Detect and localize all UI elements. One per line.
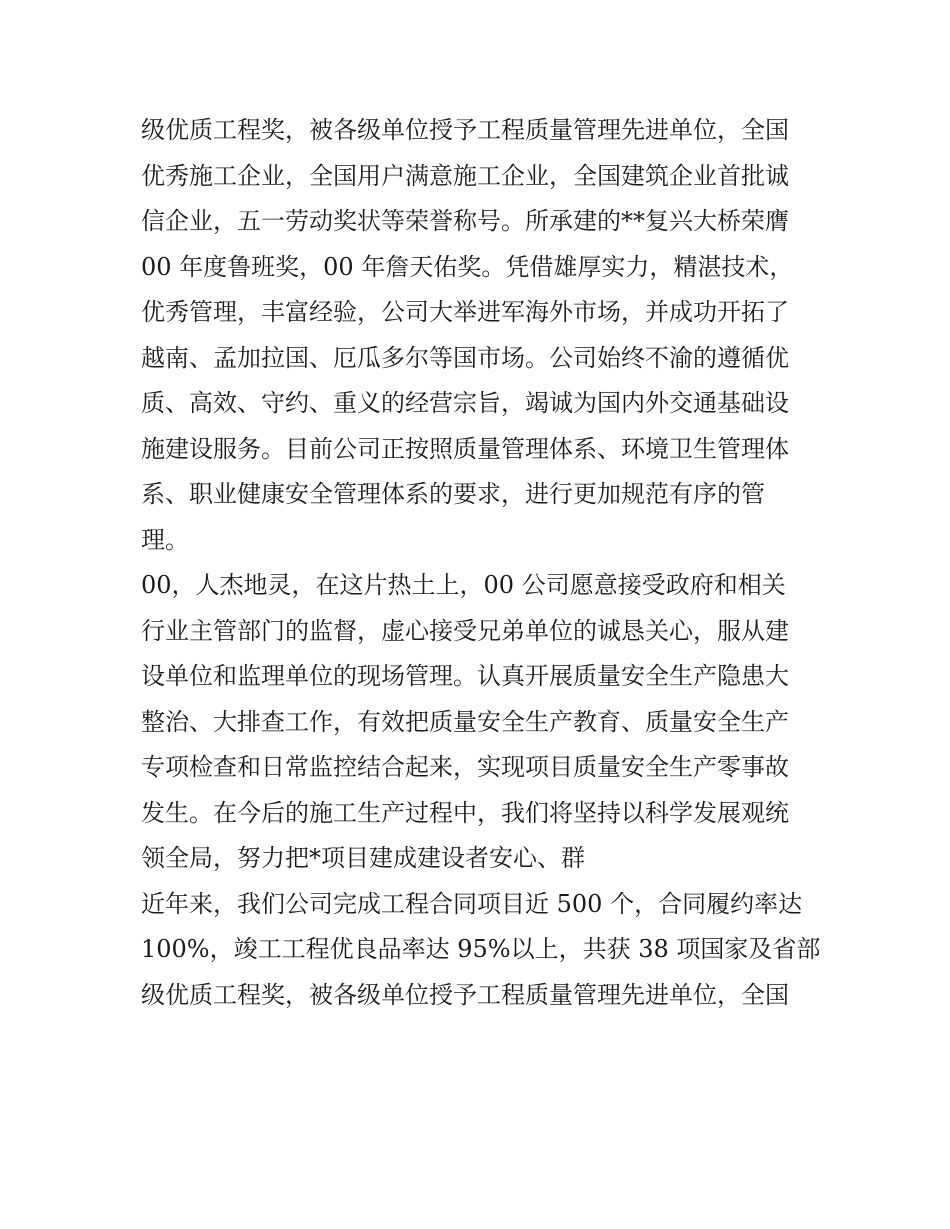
document-body <box>141 108 821 1018</box>
text-line: 发生。在今后的施工生产过程中，我们将坚持以科学发展观统 <box>141 798 789 827</box>
text-line: 系、职业健康安全管理体系的要求，进行更加规范有序的管 <box>141 480 765 508</box>
text-line: 近年来，我们公司完成工程合同项目近 500 个，合同履约率达 <box>141 889 803 918</box>
text-line: 100%，竣工工程优良品率达 95%以上，共获 38 项国家及省部 <box>141 935 821 963</box>
text-line: 领全局，努力把*项目建成建设者安心、群 <box>141 844 585 872</box>
text-line: 整治、大排查工作，有效把质量安全生产教育、质量安全生产 <box>141 707 789 736</box>
text-line: 理。 <box>141 525 189 554</box>
text-line: 质、高效、守约、重义的经营宗旨，竭诚为国内外交通基础设 <box>141 389 789 417</box>
text-line: 优秀施工企业，全国用户满意施工企业，全国建筑企业首批诚 <box>141 161 789 190</box>
text-line: 设单位和监理单位的现场管理。认真开展质量安全生产隐患大 <box>141 662 789 690</box>
text-line: 00 年度鲁班奖，00 年詹天佑奖。凭借雄厚实力，精湛技术， <box>141 252 794 281</box>
text-line: 施建设服务。目前公司正按照质量管理体系、环境卫生管理体 <box>141 434 789 463</box>
text-line: 级优质工程奖，被各级单位授予工程质量管理先进单位，全国 <box>141 980 789 1009</box>
text-line: 级优质工程奖，被各级单位授予工程质量管理先进单位，全国 <box>141 116 789 144</box>
text-line: 信企业，五一劳动奖状等荣誉称号。所承建的**复兴大桥荣膺 <box>141 207 789 235</box>
text-line: 优秀管理，丰富经验，公司大举进军海外市场，并成功开拓了 <box>141 298 789 326</box>
text-line: 00，人杰地灵，在这片热土上，00 公司愿意接受政府和相关 <box>141 571 786 599</box>
text-line: 行业主管部门的监督，虚心接受兄弟单位的诚恳关心，服从建 <box>141 616 789 645</box>
text-line: 越南、孟加拉国、厄瓜多尔等国市场。公司始终不渝的遵循优 <box>141 343 789 372</box>
text-line: 专项检查和日常监控结合起来，实现项目质量安全生产零事故 <box>141 753 789 781</box>
